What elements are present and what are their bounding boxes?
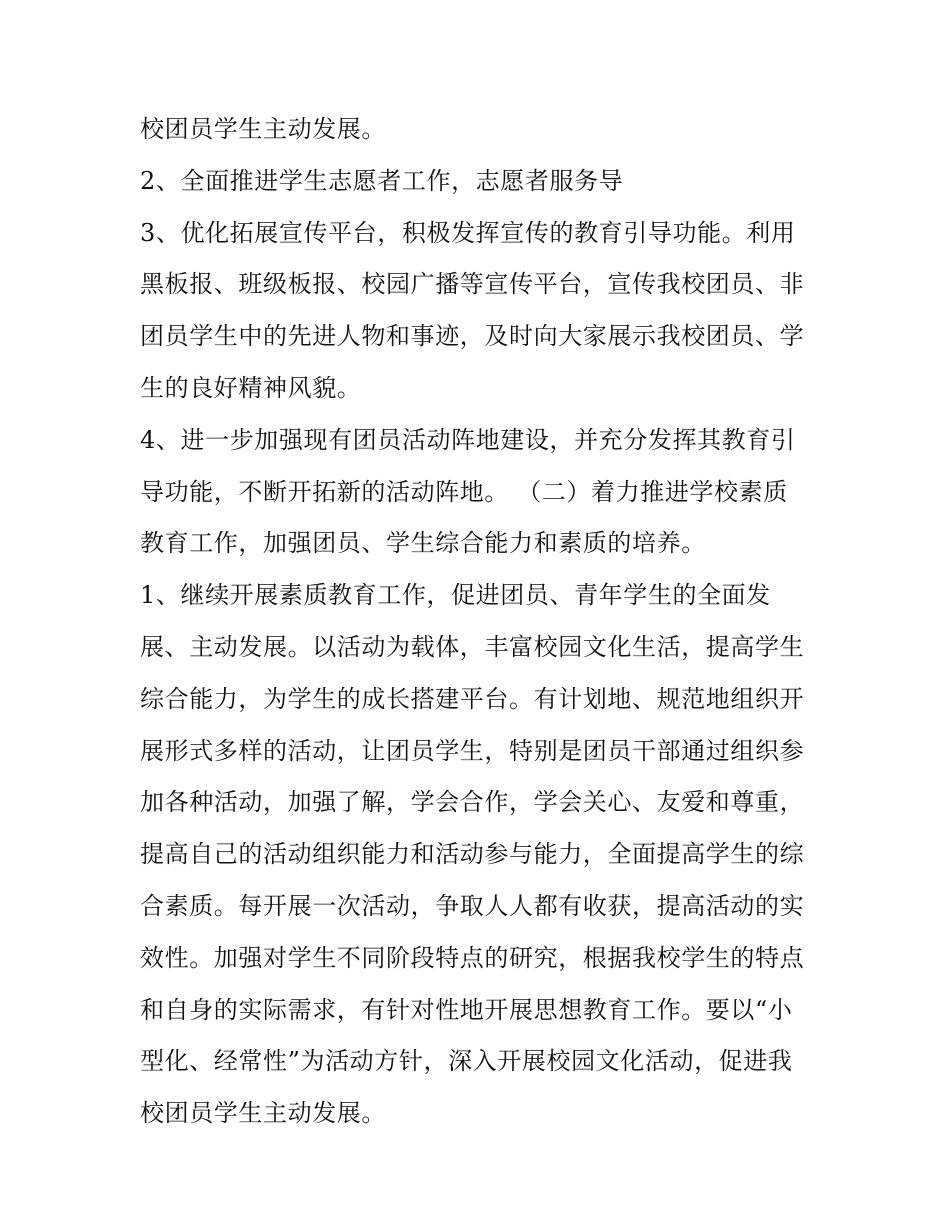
- text-line: 展、主动发展。以活动为载体，丰富校园文化生活，提高学生: [140, 632, 805, 661]
- text-line: 2、全面推进学生志愿者工作，志愿者服务导: [140, 166, 624, 195]
- text-line: 效性。加强对学生不同阶段特点的研究，根据我校学生的特点: [140, 943, 805, 972]
- text-line: 展形式多样的活动，让团员学生，特别是团员干部通过组织参: [140, 736, 805, 765]
- text-line: 加各种活动，加强了解，学会合作，学会关心、友爱和尊重，: [140, 788, 805, 817]
- text-line: 合素质。每开展一次活动，争取人人都有收获，提高活动的实: [140, 891, 805, 920]
- text-line: 4、进一步加强现有团员活动阵地建设，并充分发挥其教育引: [140, 425, 796, 454]
- text-line: 提高自己的活动组织能力和活动参与能力，全面提高学生的综: [140, 840, 805, 869]
- text-line: 型化、经常性”为活动方针，深入开展校园文化活动，促进我: [140, 1047, 793, 1076]
- text-line: 校团员学生主动发展。: [140, 1099, 386, 1128]
- body-text: [140, 104, 830, 1140]
- text-line: 综合能力，为学生的成长搭建平台。有计划地、规范地组织开: [140, 684, 805, 713]
- text-line: 3、优化拓展宣传平台，积极发挥宣传的教育引导功能。利用: [140, 218, 796, 247]
- text-line: 导功能，不断开拓新的活动阵地。 （二）着力推进学校素质: [140, 477, 788, 506]
- text-line: 生的良好精神风貌。: [140, 373, 362, 402]
- text-line: 教育工作，加强团员、学生综合能力和素质的培养。: [140, 529, 706, 558]
- text-line: 黑板报、班级板报、校园广播等宣传平台，宣传我校团员、非: [140, 270, 805, 299]
- text-line: 1、继续开展素质教育工作，促进团员、青年学生的全面发: [140, 581, 771, 610]
- text-line: 团员学生中的先进人物和事迹，及时向大家展示我校团员、学: [140, 322, 805, 351]
- text-line: 校团员学生主动发展。: [140, 115, 386, 143]
- text-line: 和自身的实际需求，有针对性地开展思想教育工作。要以“小: [140, 995, 793, 1024]
